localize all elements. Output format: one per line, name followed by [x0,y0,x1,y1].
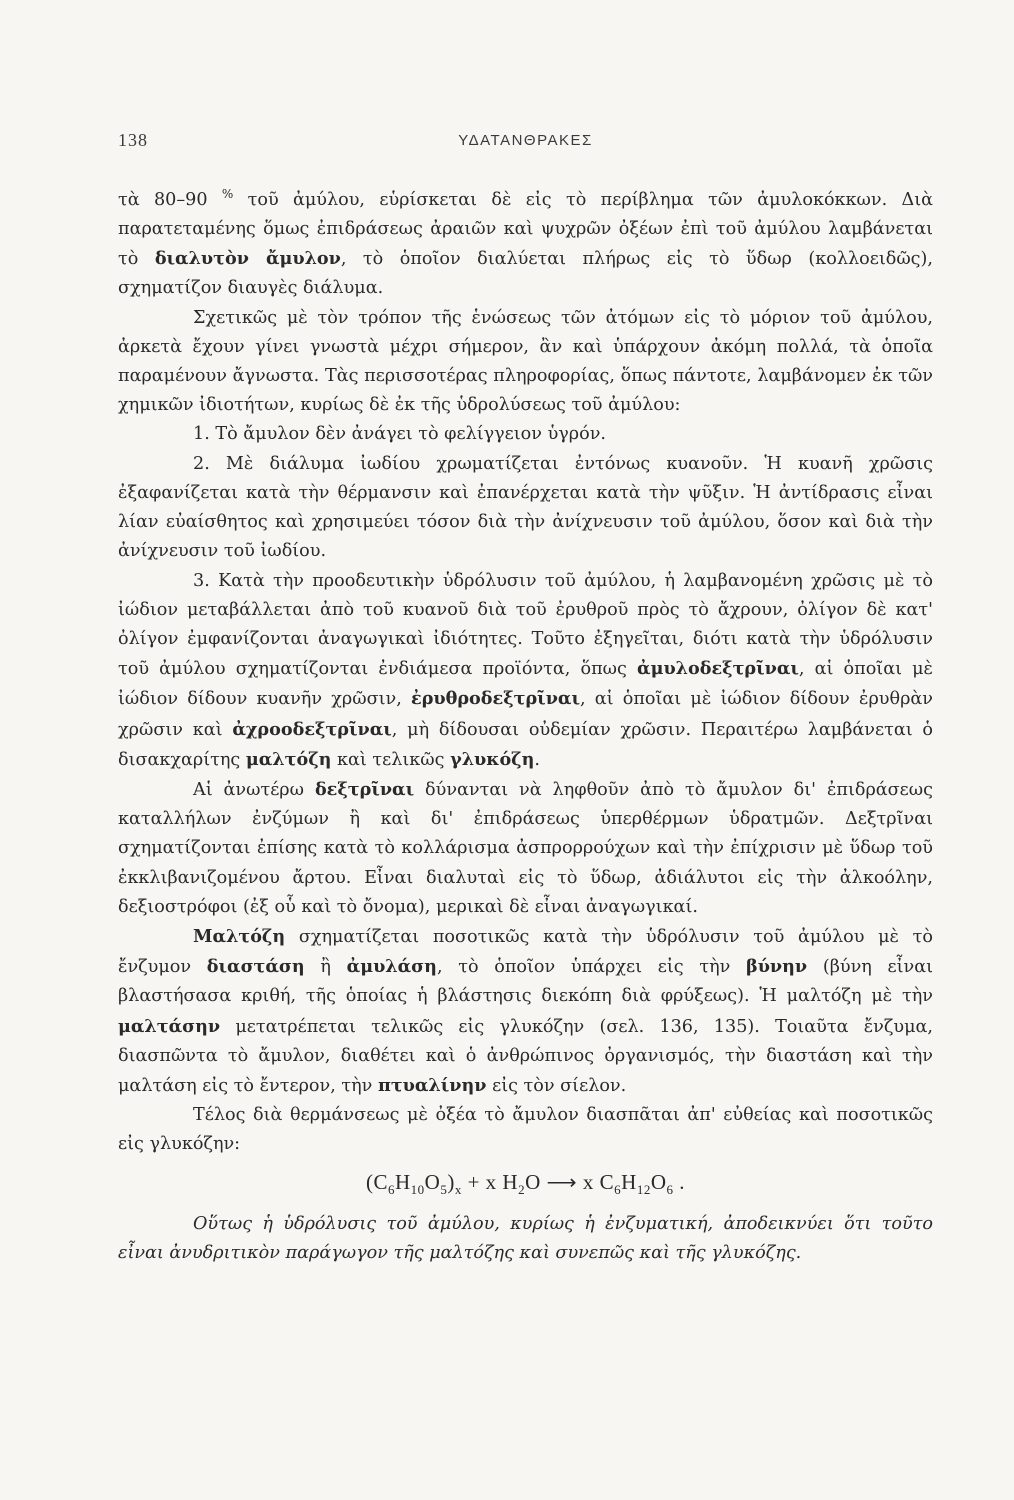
text-run: , τὸ ὁποῖον διαλύεται πλήρως εἰς τὸ ὕδωρ (κολλοειδῶς), σχηματίζον διαυγὲς διάλυμα. [118,249,933,299]
eq-part: H [621,1169,637,1194]
eq-sub: 6 [614,1181,622,1197]
eq-part: + x H [461,1169,519,1194]
eq-sub: 12 [636,1181,651,1197]
term-bold: Μαλτόζη [193,925,286,947]
chemical-equation [118,1168,933,1204]
paragraph-4 [118,775,933,922]
paragraph-2: Σχετικῶς μὲ τὸν τρόπον τῆς ἑνώσεως τῶν ἀτόμων εἰς τὸ μόριον τοῦ ἀμύλου, ἀρκετὰ ἔχουν γίνει γνωστὰ μέχρι σήμερον, ἂν καὶ ὑπάρχουν ἀκόμη πολλά, τὰ ὁποῖα παραμένουν ἄγνωστα. Τὰς περισσοτέρας πληροφορίας, ὅπως πάντοτε, λαμβάνομεν ἐκ τῶν χημικῶν ἰδιοτήτων, κυρίως δὲ ἐκ τῆς ὑδρολύσεως τοῦ ἀμύλου: [118,307,933,416]
term-bold: δεξτρῖναι [314,778,415,800]
list-item-2: 2. Μὲ διάλυμα ἰωδίου χρωματίζεται ἐντόνως κυανοῦν. Ἡ κυανῆ χρῶσις ἐξαφανίζεται κατὰ τὴν θέρμανσιν καὶ ἐπανέρχεται κατὰ τὴν ψῦξιν. Ἡ ἀντίδρασις εἶναι λίαν εὐαίσθητος καὶ χρησιμεύει τόσον διὰ τὴν ἀνίχνευσιν τοῦ ἀμύλου, ὅσον καὶ διὰ τὴν ἀνίχνευσιν τοῦ ἰωδίου. [118,453,933,562]
text-run: . [534,749,540,770]
term-bold: διαλυτὸν ἄμυλον [154,248,341,270]
page-header [118,128,933,156]
text-run: (βύνη εἶναι βλαστήσασα κριθή, τῆς ὁποίας ἡ βλάστησις διεκόπη διὰ φρύξεως). Ἡ μαλτόζη μὲ τὴν [118,957,934,1007]
text-run: τὰ 80–90 [118,189,222,210]
page-number: 138 [118,130,148,150]
eq-part: ) [447,1169,455,1194]
eq-sub: 2 [518,1181,526,1197]
text-run: , αἱ ὁποῖαι μὲ ἰώδιον δίδουν κυανῆν χρῶσιν, [118,659,933,710]
eq-sub: 10 [410,1181,425,1197]
term-bold: γλυκόζη [450,748,535,770]
eq-part: O [525,1169,541,1194]
eq-sub: x [454,1181,462,1197]
term-bold: μαλτόζη [245,748,332,770]
text-run: ἢ [304,957,347,978]
term-bold: ἐρυθροδεξτρῖναι [411,688,580,710]
text-run: , μὴ δίδουσαι οὐδεμίαν χρῶσιν. Περαιτέρω λαμβάνεται ὁ δισακχαρίτης [118,719,933,770]
text-run: , αἱ ὁποῖαι μὲ ἰώδιον δίδουν ἐρυθρὰν χρῶσιν καὶ [118,689,934,740]
term-bold: πτυαλίνην [377,1074,487,1096]
term-bold: μαλτάσην [118,1015,221,1037]
text-run: δύνανται νὰ ληφθοῦν ἀπὸ τὸ ἄμυλον δι' ἐπιδράσεως καταλλήλων ἐνζύμων ἢ καὶ δι' ἐπιδράσεως ὑπερθέρμων ὑδρατμῶν. Δεξτρῖναι σχηματίζονται ἐπίσης κατὰ τὸ κολλάρισμα ἀσπρορρούχων καὶ τὴν ἐπίχρισιν μὲ ὕδωρ τοῦ ἐκκλιβανιζομένου ἄρτου. Εἶναι διαλυταὶ εἰς τὸ ὕδωρ, ἀδιάλυτοι εἰς τὴν ἀλκοόλην, δεξιοστρόφοι (ἐξ οὗ καὶ τὸ ὄνομα), μερικαὶ δὲ εἶναι ἀναγωγικαί. [118,779,933,917]
text-run: εἰς τὸν σίελον. [486,1075,627,1096]
paragraph-6: Τέλος διὰ θερμάνσεως μὲ ὀξέα τὸ ἄμυλον διασπᾶται ἀπ' εὐθείας καὶ ποσοτικῶς εἰς γλυκόζην: [118,1105,933,1155]
body-text [118,180,933,1268]
eq-sub: 5 [440,1181,448,1197]
text-run: καὶ τελικῶς [331,749,451,770]
eq-sub: 6 [388,1181,395,1197]
text-run: μετατρέπεται τελικῶς εἰς γλυκόζην (σελ. 136, 135). Τοιαῦτα ἔνζυμα, διασπῶντα τὸ ἄμυλον, διαθέτει καὶ ὁ ἀνθρώπινος ὀργανισμός, τὴν διαστάση καὶ τὴν μαλτάση εἰς τὸ ἔντερον, τὴν [118,1016,933,1096]
conclusion-italic: Οὕτως ἡ ὑδρόλυσις τοῦ ἀμύλου, κυρίως ἡ ἐνζυματική, ἀποδεικνύει ὅτι τοῦτο εἶναι ἀνυδριτικὸν παράγωγον τῆς μαλτόζης καὶ συνεπῶς καὶ τῆς γλυκόζης. [118,1213,933,1264]
text-run: σχηματίζεται ποσοτικῶς κατὰ τὴν ὑδρόλυσιν τοῦ ἀμύλου μὲ τὸ ἔνζυμον [118,926,933,978]
term-bold: βύνην [746,956,808,978]
eq-part: H [395,1169,411,1194]
list-item-3 [118,567,933,775]
text-run: Αἱ ἀνωτέρω [193,779,315,800]
running-title: ΥΔΑΤΑΝΘΡΑΚΕΣ [458,132,593,149]
percent-sign: % [221,187,234,201]
eq-part: (C [366,1169,388,1194]
paragraph-5 [118,922,933,1101]
reaction-arrow: ⟶ [540,1169,583,1194]
paragraph-1 [118,180,933,304]
document-page [118,128,933,1268]
eq-sub: 6 [666,1181,674,1197]
eq-part: x C [582,1169,615,1194]
term-bold: ἀχροοδεξτρῖναι [232,718,392,740]
term-bold: ἀμυλάση [346,956,437,978]
text-run: 3. Κατὰ τὴν προοδευτικὴν ὑδρόλυσιν τοῦ ἀμύλου, ἡ λαμβανομένη χρῶσις μὲ τὸ ἰώδιον μεταβάλλεται ἀπὸ τοῦ κυανοῦ διὰ τοῦ ἐρυθροῦ πρὸς τὸ ἄχρουν, ὀλίγον δὲ κατ' ὀλίγον ἐμφανίζονται ἀναγωγικαὶ ἰδιότητες. Τοῦτο ἐξηγεῖται, διότι κατὰ τὴν ὑδρόλυσιν τοῦ ἀμύλου σχηματίζονται ἐνδιάμεσα προϊόντα, ὅπως [118,570,933,680]
list-item-1: 1. Τὸ ἄμυλον δὲν ἀνάγει τὸ φελίγγειον ὑγρόν. [193,424,606,445]
eq-part: O [424,1169,441,1194]
eq-part: O [650,1169,667,1194]
term-bold: διαστάση [206,956,305,978]
eq-part: . [673,1169,685,1194]
text-run: τοῦ ἀμύλου, εὑρίσκεται δὲ εἰς τὸ περίβλημα τῶν ἀμυλοκόκκων. Διὰ παρατεταμένης ὅμως ἐπιδράσεως ἀραιῶν καὶ ψυχρῶν ὀξέων ἐπὶ τοῦ ἀμύλου λαμβάνεται τὸ [118,189,933,270]
text-run: , τὸ ὁποῖον ὑπάρχει εἰς τὴν [436,957,747,978]
term-bold: ἀμυλοδεξτρῖναι [637,658,799,680]
